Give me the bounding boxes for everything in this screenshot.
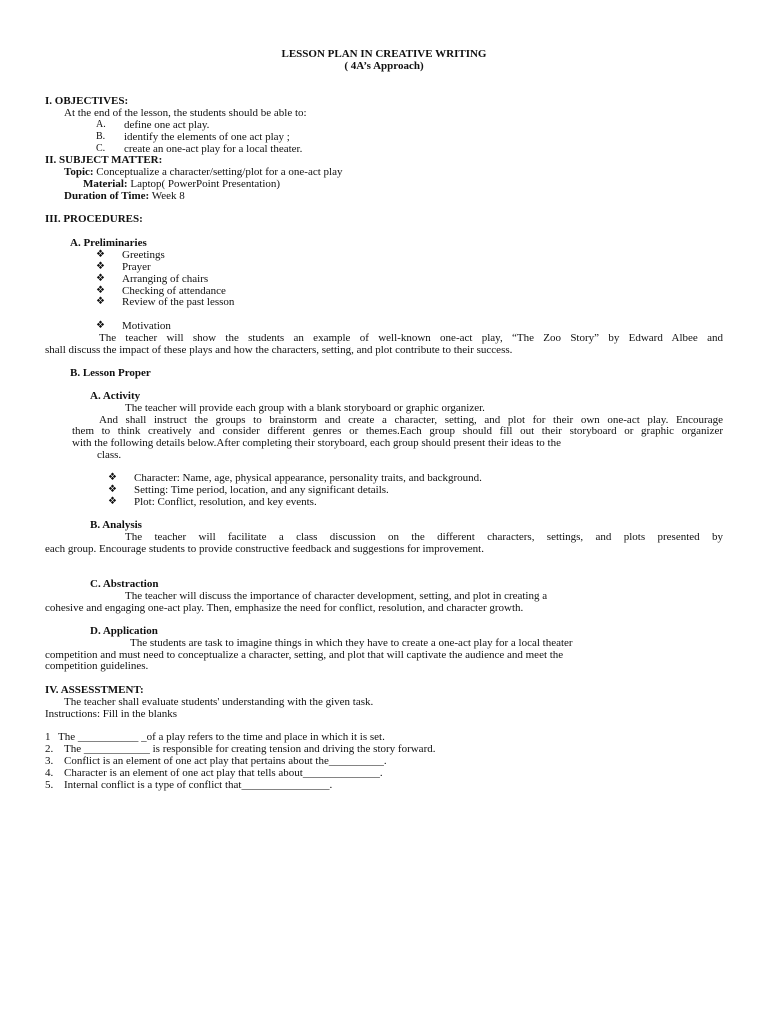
diamond-bullet-icon: ❖ xyxy=(108,472,117,483)
motivation-line-1: The teacher will show the students an example of well-known one-act play, “The Zoo Story” by Edward Albee and xyxy=(99,332,723,344)
activity-line-2: And shall instruct the groups to brainstorm and create a character, setting, and plot for their own one-act play. Encourage xyxy=(99,414,723,426)
topic-value: Conceptualize a character/setting/plot for a one-act play xyxy=(96,166,343,178)
diamond-bullet-icon: ❖ xyxy=(96,320,105,331)
preliminary-item-review: Review of the past lesson xyxy=(122,296,235,308)
preliminary-item-greetings: Greetings xyxy=(122,249,165,261)
assessment-item-number: 4. xyxy=(45,767,54,779)
preliminary-item-attendance: Checking of attendance xyxy=(122,285,226,297)
application-line-2: competition and must need to conceptualize a character, setting, and plot that will captivate the audience and meet the xyxy=(45,649,564,661)
objective-item-b: identify the elements of one act play ; xyxy=(124,131,290,143)
duration-line xyxy=(64,190,185,202)
assessment-item-number: 5. xyxy=(45,779,54,791)
objective-letter-b: B. xyxy=(96,131,106,142)
assessment-heading: IV. ASSESSTMENT: xyxy=(45,684,144,696)
duration-value: Week 8 xyxy=(151,190,185,202)
preliminaries-heading: A. Preliminaries xyxy=(70,237,147,249)
application-line-3: competition guidelines. xyxy=(45,660,149,672)
application-heading: D. Application xyxy=(90,625,158,637)
analysis-line-1: The teacher will facilitate a class discussion on the different characters, settings, and plots presented by xyxy=(125,531,723,543)
assessment-item-2: The ____________ is responsible for creating tension and driving the story forward. xyxy=(64,743,436,755)
topic-label: Topic: xyxy=(64,166,94,178)
application-line-1: The students are task to imagine things in which they have to create a one-act play for a local theater xyxy=(130,637,573,649)
subject-matter-heading: II. SUBJECT MATTER: xyxy=(45,154,163,166)
activity-line-4: with the following details below.After completing their storyboard, each group should present their ideas to the xyxy=(72,437,561,449)
assessment-intro: The teacher shall evaluate students' understanding with the given task. xyxy=(64,696,374,708)
document-title: LESSON PLAN IN CREATIVE WRITING xyxy=(281,48,487,60)
assessment-item-number: 1 xyxy=(45,731,51,743)
objective-item-a: define one act play. xyxy=(124,119,210,131)
diamond-bullet-icon: ❖ xyxy=(108,484,117,495)
assessment-item-number: 2. xyxy=(45,743,54,755)
diamond-bullet-icon: ❖ xyxy=(108,496,117,507)
objectives-heading: I. OBJECTIVES: xyxy=(45,95,129,107)
procedures-heading: III. PROCEDURES: xyxy=(45,213,143,225)
assessment-item-4: Character is an element of one act play that tells about______________. xyxy=(64,767,383,779)
diamond-bullet-icon: ❖ xyxy=(96,273,105,284)
material-line xyxy=(83,178,280,190)
assessment-item-number: 3. xyxy=(45,755,54,767)
analysis-heading: B. Analysis xyxy=(90,519,142,531)
abstraction-heading: C. Abstraction xyxy=(90,578,159,590)
activity-bullet-setting: Setting: Time period, location, and any significant details. xyxy=(134,484,389,496)
analysis-line-2: each group. Encourage students to provide constructive feedback and suggestions for improvement. xyxy=(45,543,484,555)
objective-letter-c: C. xyxy=(96,143,106,154)
assessment-item-3: Conflict is an element of one act play that pertains about the__________. xyxy=(64,755,387,767)
diamond-bullet-icon: ❖ xyxy=(96,296,105,307)
abstraction-line-2: cohesive and engaging one-act play. Then, emphasize the need for conflict, resolution, and character growth. xyxy=(45,602,524,614)
material-value: Laptop( PowerPoint Presentation) xyxy=(130,178,281,190)
activity-line-5: class. xyxy=(97,449,122,461)
assessment-item-1: The ___________ _of a play refers to the time and place in which it is set. xyxy=(58,731,385,743)
material-label: Material: xyxy=(83,178,128,190)
activity-line-3: them to think creatively and consider different genres or themes.Each group should fill out their storyboard or graphic organizer xyxy=(72,425,723,437)
topic-line xyxy=(64,166,342,178)
diamond-bullet-icon: ❖ xyxy=(96,285,105,296)
preliminary-item-prayer: Prayer xyxy=(122,261,151,273)
diamond-bullet-icon: ❖ xyxy=(96,249,105,260)
activity-line-1: The teacher will provide each group with a blank storyboard or graphic organizer. xyxy=(125,402,485,414)
duration-label: Duration of Time: xyxy=(64,190,150,202)
assessment-instructions: Instructions: Fill in the blanks xyxy=(45,708,177,720)
activity-bullet-plot: Plot: Conflict, resolution, and key events. xyxy=(134,496,317,508)
activity-bullet-character: Character: Name, age, physical appearance, personality traits, and background. xyxy=(134,472,482,484)
lesson-proper-heading: B. Lesson Proper xyxy=(70,367,151,379)
document-subtitle: ( 4A’s Approach) xyxy=(344,60,424,72)
abstraction-line-1: The teacher will discuss the importance of character development, setting, and plot in creating a xyxy=(125,590,548,602)
preliminary-item-chairs: Arranging of chairs xyxy=(122,273,209,285)
objective-letter-a: A. xyxy=(96,119,106,130)
motivation-label: Motivation xyxy=(122,320,171,332)
objective-item-c: create an one-act play for a local theater. xyxy=(124,143,303,155)
motivation-line-2: shall discuss the impact of these plays and how the characters, setting, and plot contribute to their success. xyxy=(45,344,513,356)
objectives-intro: At the end of the lesson, the students should be able to: xyxy=(64,107,307,119)
diamond-bullet-icon: ❖ xyxy=(96,261,105,272)
activity-heading: A. Activity xyxy=(90,390,141,402)
assessment-item-5: Internal conflict is a type of conflict that________________. xyxy=(64,779,333,791)
